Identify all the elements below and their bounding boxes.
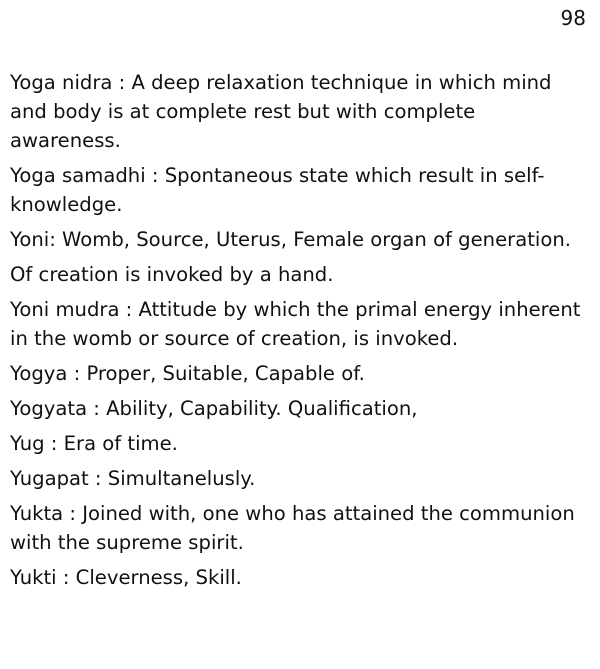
glossary-entry-yukti: Yukti : Cleverness, Skill. bbox=[10, 566, 242, 589]
glossary-entry-yug: Yug : Era of time. bbox=[10, 432, 178, 455]
glossary-entry-yoga-samadhi: Yoga samadhi : Spontaneous state which result in self-knowledge. bbox=[10, 164, 545, 216]
page-number: 98 bbox=[560, 6, 586, 30]
glossary-entry-yoni-mudra: Yoni mudra : Attitude by which the primal energy inherent in the womb or source of creation, is invoked. bbox=[10, 298, 581, 350]
glossary-entry-yogya: Yogya : Proper, Suitable, Capable of. bbox=[10, 362, 365, 385]
glossary-entry-yogyata: Yogyata : Ability, Capability. Qualification, bbox=[10, 397, 418, 420]
glossary-list bbox=[10, 68, 590, 598]
glossary-entry-yukta: Yukta : Joined with, one who has attained the communion with the supreme spirit. bbox=[10, 502, 575, 554]
glossary-entry-yoga-nidra: Yoga nidra : A deep relaxation technique in which mind and body is at complete rest but with complete awareness. bbox=[10, 71, 552, 152]
glossary-entry-of-creation: Of creation is invoked by a hand. bbox=[10, 263, 334, 286]
glossary-entry-yoni: Yoni: Womb, Source, Uterus, Female organ of generation. bbox=[10, 228, 571, 251]
glossary-entry-yugapat: Yugapat : Simultanelusly. bbox=[10, 467, 256, 490]
